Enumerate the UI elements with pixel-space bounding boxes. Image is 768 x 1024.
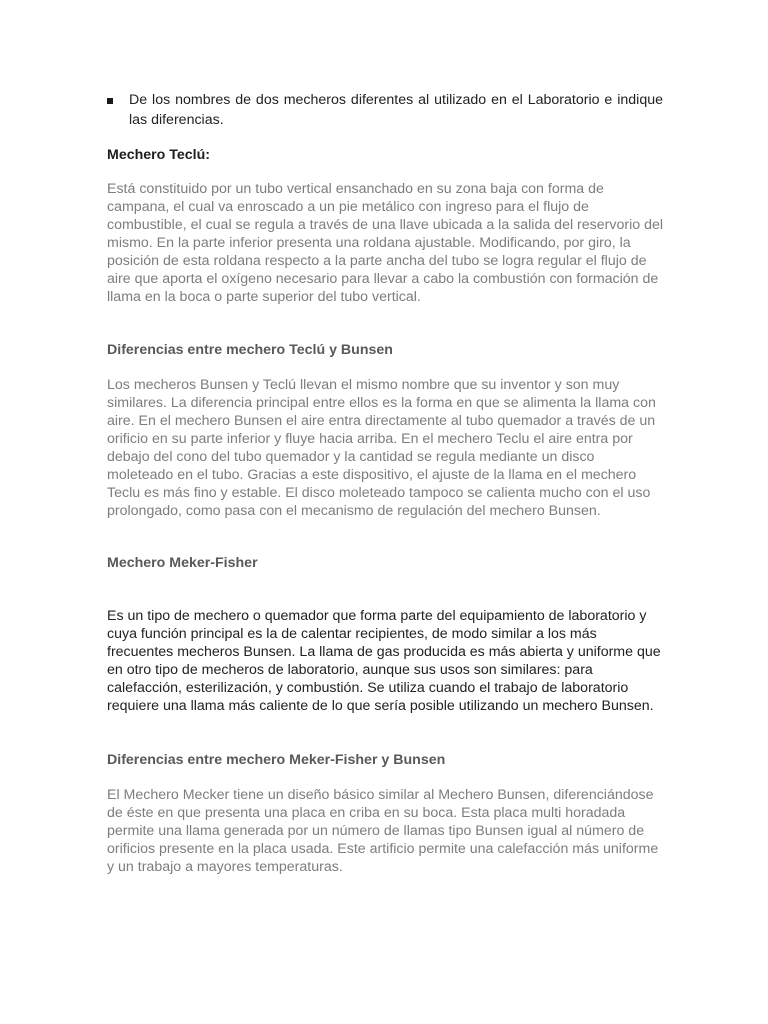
heading-mechero-meker-fisher: Mechero Meker-Fisher [107,555,258,571]
heading-diferencias-teclu-bunsen: Diferencias entre mechero Teclú y Bunsen [107,342,393,358]
heading-diferencias-meker-bunsen: Diferencias entre mechero Meker-Fisher y Bunsen [107,752,446,768]
paragraph-diferencias-meker-bunsen: El Mechero Mecker tiene un diseño básico similar al Mechero Bunsen, diferenciándose de éste en que presenta una placa en criba en su boca. Esta placa multi horadada permite una llama generada por un número de llamas tipo Bunsen igual al número de orificios presente en la placa usada. Este artificio permite una calefacción más uniforme y un trabajo a mayores temperaturas. [107,787,659,875]
heading-mechero-teclu: Mechero Teclú: [107,147,211,163]
question-text: De los nombres de dos mecheros diferentes al utilizado en el Laboratorio e indique las diferencias. [129,92,663,128]
paragraph-mechero-meker-fisher: Es un tipo de mechero o quemador que forma parte del equipamiento de laboratorio y cuya función principal es la de calentar recipientes, de modo similar a los más frecuentes mecheros Bunsen. La llama de gas producida es más abierta y uniforme que en otro tipo de mecheros de laboratorio, aunque sus usos son similares: para calefacción, esterilización, y combustión. Se utiliza cuando el trabajo de laboratorio requiere una llama más caliente de lo que sería posible utilizando un mechero Bunsen. [107,608,661,714]
question-bullet-item [107,91,663,130]
square-bullet-icon [107,98,113,104]
paragraph-mechero-teclu: Está constituido por un tubo vertical ensanchado en su zona baja con forma de campana, el cual va enroscado a un pie metálico con ingreso para el flujo de combustible, el cual se regula a través de una llave ubicada a la salida del reservorio del mismo. En la parte inferior presenta una roldana ajustable. Modificando, por giro, la posición de esta roldana respecto a la parte ancha del tubo se logra regular el flujo de aire que aporta el oxígeno necesario para llevar a cabo la combustión con formación de llama en la boca o parte superior del tubo vertical. [107,181,664,305]
paragraph-diferencias-teclu-bunsen: Los mecheros Bunsen y Teclú llevan el mismo nombre que su inventor y son muy similares. La diferencia principal entre ellos es la forma en que se alimenta la llama con aire. En el mechero Bunsen el aire entra directamente al tubo quemador a través de un orificio en su parte inferior y fluye hacia arriba. En el mechero Teclu el aire entra por debajo del cono del tubo quemador y la cantidad se regula mediante un disco moleteado en el tubo. Gracias a este dispositivo, el ajuste de la llama en el mechero Teclu es más fino y estable. El disco moleteado tampoco se calienta mucho con el uso prolongado, como pasa con el mecanismo de regulación del mechero Bunsen. [107,377,656,519]
